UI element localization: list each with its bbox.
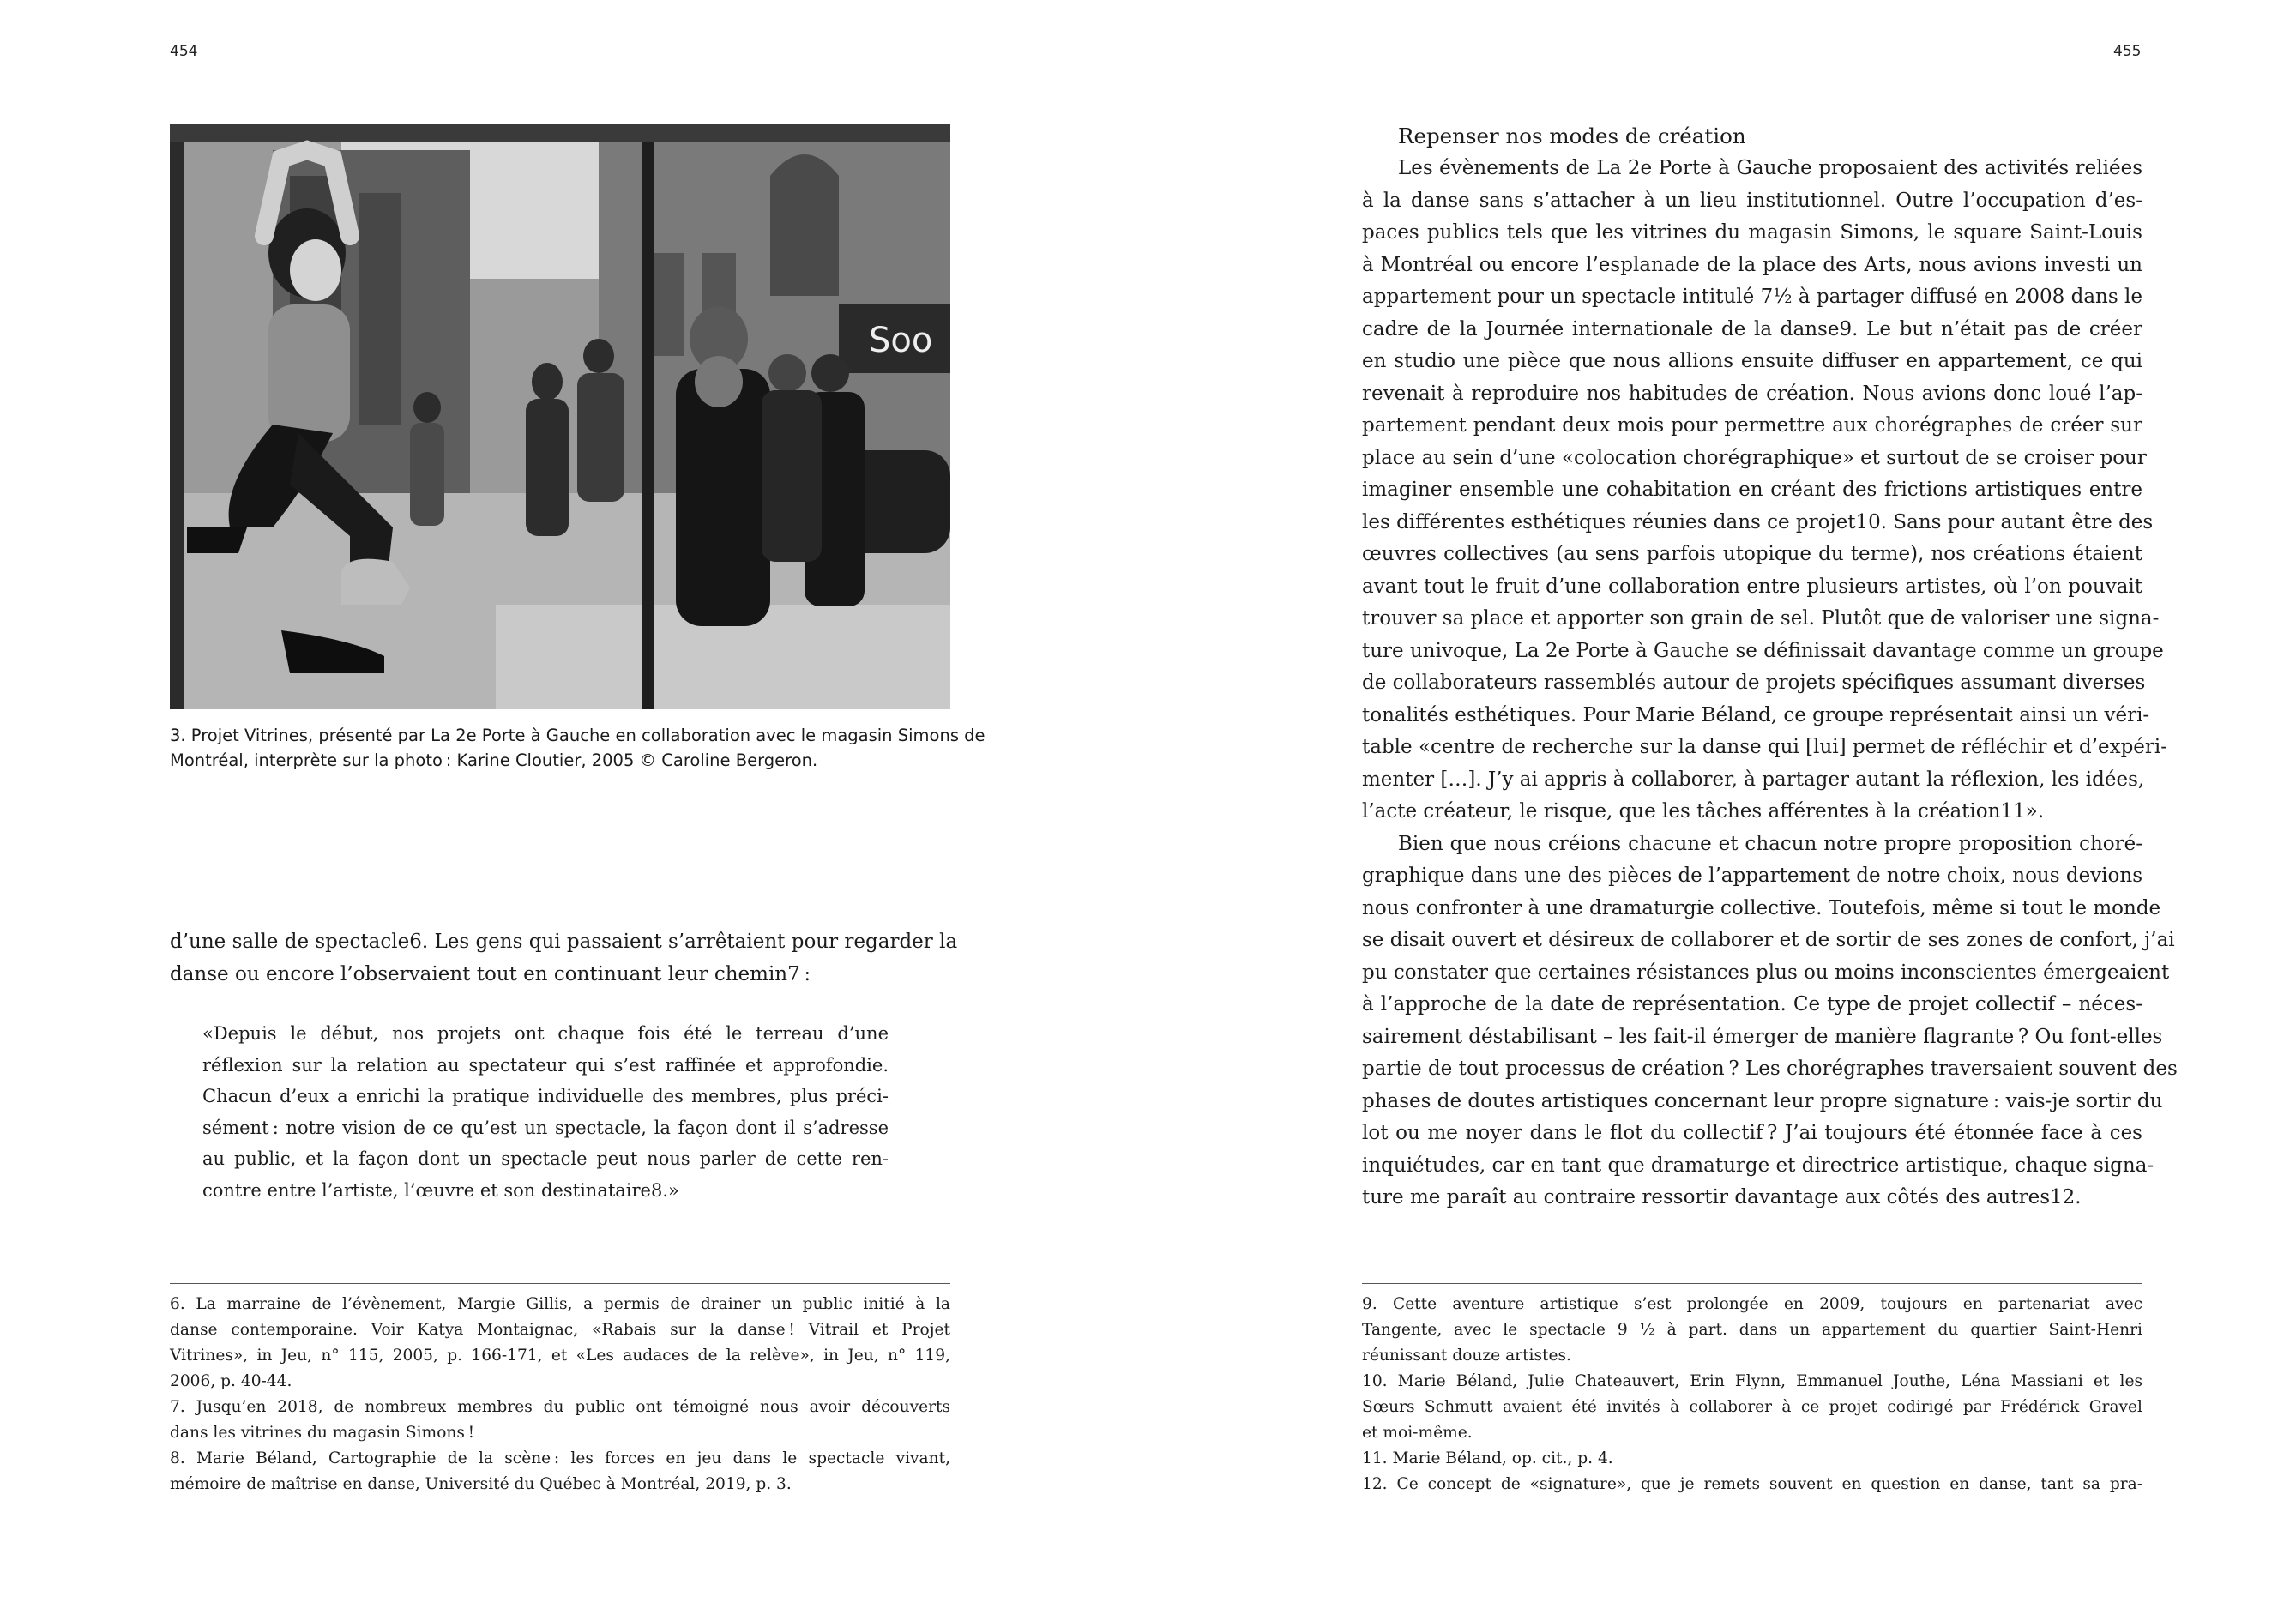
quote-line: «Depuis le début, nos projets ont chaque fois été le terreau d’une — [202, 1023, 889, 1044]
body-line: sairement déstabilisant – les fait-il émerger de manière flagrante ? Ou font-elles — [1362, 1025, 2163, 1048]
svg-text:Soo: Soo — [869, 321, 933, 360]
quote-line: réflexion sur la relation au spectateur qui s’est raffinée et approfondie. — [202, 1054, 889, 1076]
body-line: Les évènements de La 2e Porte à Gauche proposaient des activités reliées — [1398, 157, 2142, 179]
body-line: partie de tout processus de création ? Les chorégraphes traversaient souvent des — [1362, 1058, 2178, 1080]
footnote-line: réunissant douze artistes. — [1362, 1347, 1571, 1365]
quote-line: Chacun d’eux a enrichi la pratique individuelle des membres, plus préci- — [202, 1086, 889, 1107]
footnote-rule-left — [170, 1283, 950, 1284]
body-line: l’acte créateur, le risque, que les tâches afférentes à la création11». — [1362, 800, 2045, 823]
body-line: se disait ouvert et désireux de collaborer et de sortir de ses zones de confort, j’ai — [1362, 929, 2175, 951]
quote-line: au public, et la façon dont un spectacle peut nous parler de cette ren- — [202, 1148, 889, 1170]
body-line: ture univoque, La 2e Porte à Gauche se définissait davantage comme un groupe — [1362, 639, 2164, 662]
block-quote — [202, 1018, 889, 1207]
left-body-line: danse ou encore l’observaient tout en continuant leur chemin7 : — [170, 962, 811, 985]
body-line: partement pendant deux mois pour permettre aux chorégraphes de créer sur — [1362, 414, 2142, 437]
footnote-rule-right — [1362, 1283, 2142, 1284]
footnote-line: 8. Marie Béland, Cartographie de la scène : les forces en jeu dans le spectacle vivant, — [170, 1449, 950, 1467]
footnotes-left — [170, 1292, 950, 1497]
caption-line: Montréal, interprète sur la photo : Karine Cloutier, 2005 © Caroline Bergeron. — [170, 750, 818, 770]
footnote-line: danse contemporaine. Voir Katya Montaignac, «Rabais sur la danse ! Vitrail et Projet — [170, 1321, 950, 1339]
footnote-line: mémoire de maîtrise en danse, Université du Québec à Montréal, 2019, p. 3. — [170, 1475, 792, 1493]
quote-line: contre entre l’artiste, l’œuvre et son destinataire8.» — [202, 1179, 679, 1201]
body-line: à l’approche de la date de représentation. Ce type de projet collectif – néces- — [1362, 993, 2142, 1015]
body-line: paces publics tels que les vitrines du magasin Simons, le square Saint-Louis — [1362, 221, 2142, 244]
body-line: lot ou me noyer dans le flot du collectif ? J’ai toujours été étonnée face à ces — [1362, 1122, 2142, 1144]
footnote-line: 6. La marraine de l’évènement, Margie Gillis, a permis de drainer un public initié à la — [170, 1295, 950, 1313]
footnote-line: dans les vitrines du magasin Simons ! — [170, 1424, 475, 1442]
body-line: appartement pour un spectacle intitulé 7½ à partager diffusé en 2008 dans le — [1362, 286, 2142, 308]
body-line: tonalités esthétiques. Pour Marie Béland, ce groupe représentait ainsi un véri- — [1362, 703, 2150, 726]
footnote-line: 2006, p. 40-44. — [170, 1372, 292, 1390]
quote-line: sément : notre vision de ce qu’est un spectacle, la façon dont il s’adresse — [202, 1117, 889, 1138]
body-line: imaginer ensemble une cohabitation en créant des frictions artistiques entre — [1362, 479, 2142, 501]
body-line: trouver sa place et apporter son grain de sel. Plutôt que de valoriser une signa- — [1362, 607, 2160, 630]
left-body-text — [170, 926, 958, 991]
footnote-line: 9. Cette aventure artistique s’est prolongée en 2009, toujours en partenariat avec — [1362, 1295, 2142, 1313]
left-body-line: d’une salle de spectacle6. Les gens qui passaient s’arrêtaient pour regarder la — [170, 931, 958, 953]
footnotes-right — [1362, 1292, 2142, 1497]
body-line: phases de doutes artistiques concernant leur propre signature : vais-je sortir du — [1362, 1089, 2163, 1112]
body-line: avant tout le fruit d’une collaboration entre plusieurs artistes, où l’on pouvait — [1362, 575, 2142, 598]
right-body-paragraph-2 — [1362, 829, 2178, 1214]
body-line: table «centre de recherche sur la danse qui [lui] permet de réfléchir et d’expéri- — [1362, 736, 2168, 758]
body-line: cadre de la Journée internationale de la danse9. Le but n’était pas de créer — [1362, 317, 2142, 340]
body-line: revenait à reproduire nos habitudes de création. Nous avions donc loué l’ap- — [1362, 382, 2142, 405]
body-line: les différentes esthétiques réunies dans ce projet10. Sans pour autant être des — [1362, 510, 2154, 533]
body-line: en studio une pièce que nous allions ensuite diffuser en appartement, ce qui — [1362, 350, 2142, 372]
body-line: de collaborateurs rassemblés autour de projets spécifiques assumant diverses — [1362, 672, 2146, 694]
footnote-line: Sœurs Schmutt avaient été invités à collaborer à ce projet codirigé par Frédérick Gravel — [1362, 1398, 2142, 1416]
body-line: menter […]. J’y ai appris à collaborer, à partager autant la réflexion, les idées, — [1362, 768, 2145, 791]
right-column — [1362, 120, 2178, 1214]
figure-photo — [170, 124, 950, 709]
footnote-line: 10. Marie Béland, Julie Chateauvert, Erin Flynn, Emmanuel Jouthe, Léna Massiani et les — [1362, 1372, 2142, 1390]
body-line: Bien que nous créions chacune et chacun notre propre proposition choré- — [1398, 832, 2142, 855]
section-heading: Repenser nos modes de création — [1398, 124, 1746, 148]
footnote-line: 11. Marie Béland, op. cit., p. 4. — [1362, 1449, 1613, 1467]
footnote-line: Vitrines», in Jeu, n° 115, 2005, p. 166-171, et «Les audaces de la relève», in Jeu, n° 119, — [170, 1347, 950, 1365]
page-number-left: 454 — [170, 43, 198, 60]
caption-line: 3. Projet Vitrines, présenté par La 2e Porte à Gauche en collaboration avec le magasin Simons de — [170, 726, 985, 745]
body-line: à Montréal ou encore l’esplanade de la place des Arts, nous avions investi un — [1362, 253, 2142, 276]
body-line: ture me paraît au contraire ressortir davantage aux côtés des autres12. — [1362, 1186, 2082, 1208]
footnote-line: et moi-même. — [1362, 1424, 1473, 1442]
body-line: pu constater que certaines résistances plus ou moins inconscientes émergeaient — [1362, 961, 2170, 984]
body-line: à la danse sans s’attacher à un lieu institutionnel. Outre l’occupation d’es- — [1362, 189, 2142, 212]
page-number-right: 455 — [2113, 43, 2142, 60]
footnote-line: 7. Jusqu’en 2018, de nombreux membres du public ont témoigné nous avoir découverts — [170, 1398, 950, 1416]
figure-caption — [170, 723, 985, 773]
footnote-line: 12. Ce concept de «signature», que je remets souvent en question en danse, tant sa pra- — [1362, 1475, 2142, 1493]
right-body-paragraph-1 — [1362, 153, 2168, 829]
body-line: œuvres collectives (au sens parfois utopique du terme), nos créations étaient — [1362, 543, 2142, 565]
body-line: nous confronter à une dramaturgie collective. Toutefois, même si tout le monde — [1362, 896, 2161, 919]
footnote-line: Tangente, avec le spectacle 9 ½ à part. dans un appartement du quartier Saint-Henri — [1362, 1321, 2142, 1339]
body-line: inquiétudes, car en tant que dramaturge et directrice artistique, chaque signa- — [1362, 1154, 2154, 1177]
body-line: graphique dans une des pièces de l’appartement de notre choix, nous devions — [1362, 865, 2142, 887]
body-line: place au sein d’une «colocation chorégraphique» et surtout de se croiser pour — [1362, 446, 2147, 469]
